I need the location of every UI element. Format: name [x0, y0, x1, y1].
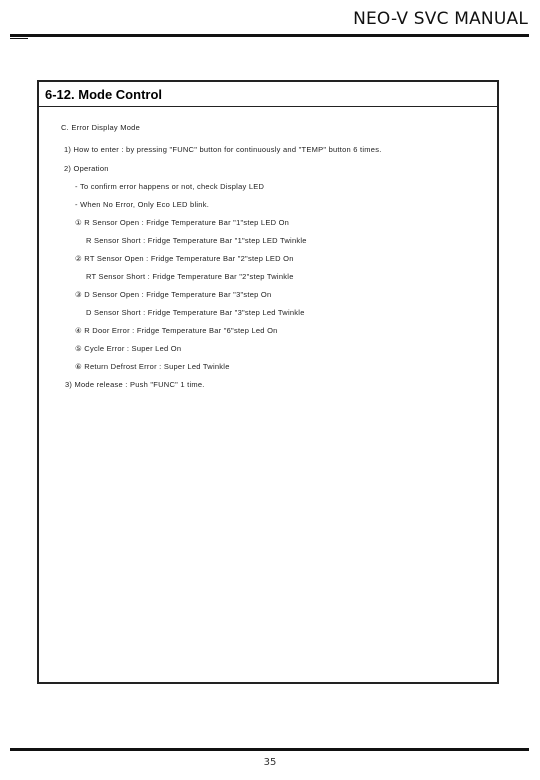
error-r-door: ④ R Door Error : Fridge Temperature Bar "6"step Led On: [75, 326, 278, 335]
section-title: 6-12. Mode Control: [45, 87, 163, 102]
operation-note-no-error: - When No Error, Only Eco LED blink.: [75, 200, 210, 209]
section-title-bar: [39, 82, 497, 107]
header-rule-accent: [10, 38, 28, 39]
subsection-heading: C. Error Display Mode: [61, 123, 141, 132]
header-title: NEO-V SVC MANUAL: [353, 9, 528, 29]
error-d-sensor-open: ③ D Sensor Open : Fridge Temperature Bar "3"step On: [75, 290, 272, 299]
error-rt-sensor-short: RT Sensor Short : Fridge Temperature Bar "2"step Twinkle: [86, 272, 294, 281]
error-rt-sensor-open: ② RT Sensor Open : Fridge Temperature Bar "2"step LED On: [75, 254, 294, 263]
content-frame: [37, 80, 499, 684]
error-cycle: ⑤ Cycle Error : Super Led On: [75, 344, 182, 353]
step-operation: 2) Operation: [64, 164, 109, 173]
error-r-sensor-short: R Sensor Short : Fridge Temperature Bar "1"step LED Twinkle: [86, 236, 307, 245]
header-rule: [10, 34, 529, 37]
error-return-defrost: ⑥ Return Defrost Error : Super Led Twinkle: [75, 362, 230, 371]
error-d-sensor-short: D Sensor Short : Fridge Temperature Bar "3"step Led Twinkle: [86, 308, 305, 317]
operation-note-check: - To confirm error happens or not, check Display LED: [75, 182, 265, 191]
step-mode-release: 3) Mode release : Push "FUNC" 1 time.: [65, 380, 205, 389]
step-enter: 1) How to enter : by pressing "FUNC" button for continuously and "TEMP" button 6 times.: [64, 145, 382, 154]
error-r-sensor-open: ① R Sensor Open : Fridge Temperature Bar "1"step LED On: [75, 218, 290, 227]
page-number: 35: [263, 757, 277, 768]
footer-rule: [10, 748, 529, 751]
